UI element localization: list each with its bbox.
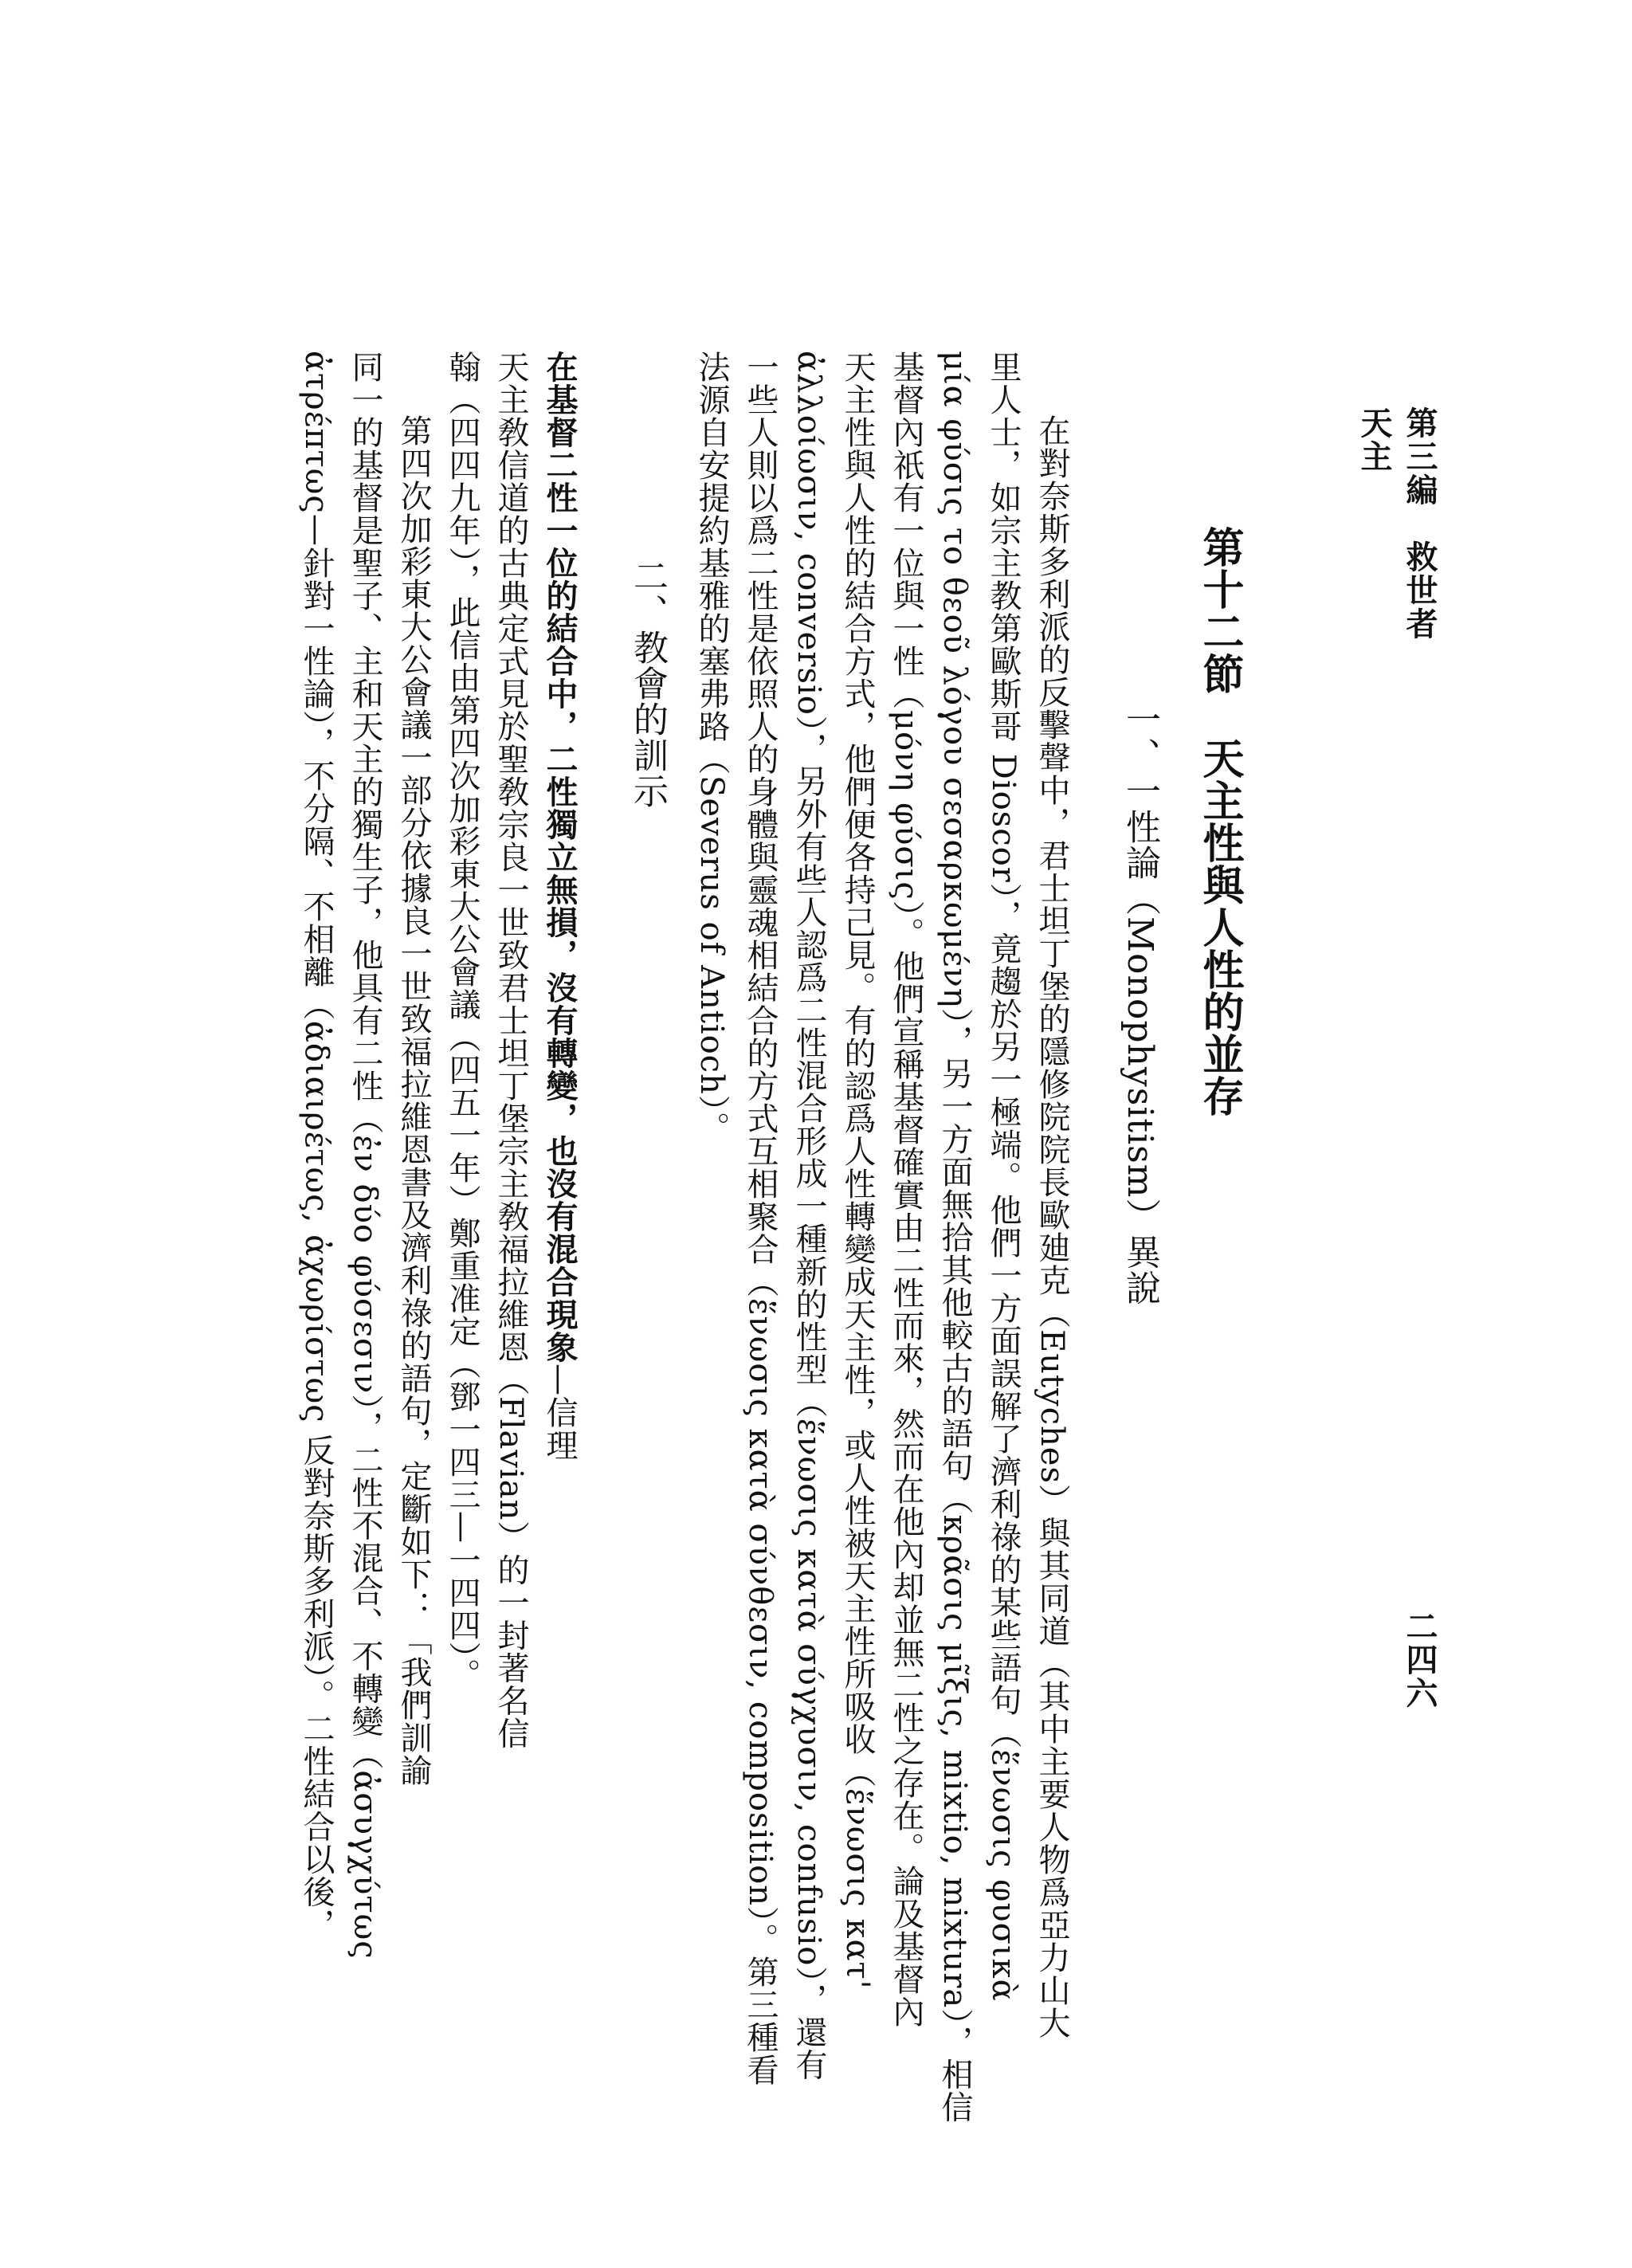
paragraph-line: 天主敎信道的古典定式見於聖敎宗良一世致君士坦丁堡宗主敎福拉維恩（Flavian）的一封著名信 <box>492 351 529 1750</box>
paragraph-line: 翰（四四九年），此信由第四次加彩東大公會議（四五一年）鄭重准定（鄧一四三—一四四）。 <box>444 351 481 1691</box>
thesis-statement <box>535 351 583 1992</box>
paragraph-line: 第四次加彩東大公會議一部分依據良一世致福拉維恩書及濟利祿的語句，定斷如下：「我們訓諭 <box>395 414 432 1787</box>
paragraph-line: 天主性與人性的結合方式，他們便各持己見。有的認爲人性轉變成天主性，或人性被天主性所吸收（ἕνωσις κατ' <box>839 351 876 1990</box>
paragraph-line: 基督內祇有一位與一性（μόνη φύσις）。他們宣稱基督確實由二性而來，然而在他內却並無二性之存在。論及基督內 <box>888 351 924 2028</box>
subsection-title-monophysitism: 一、一性論（Monophysitism）異說 <box>1120 701 1160 1306</box>
paragraph-line: μία φύσις το θεοῦ λόγου σεσαρκωμένη），另一方面無拾其他較古的語句（κρᾶσις μῖξις, mixtio, mixtura），相信 <box>936 351 973 2124</box>
paragraph-line: 法源自安提約基雅的塞弗路（Severus of Antioch）。 <box>693 351 730 1144</box>
paragraph-line: 在對奈斯多利派的反擊聲中，君士坦丁堡的隱修院院長歐廸克（Eutyches）與其同道（其中主要人物爲亞力山大 <box>1034 414 1070 2039</box>
paragraph-line: ἀλλοίωσιν, conversio），另外有些人認爲二性混合形成一種新的性型（ἕνωσις κατὰ σύγχυσιν, confusio），還有 <box>790 351 827 2082</box>
paragraph-line: ἀτρέπτως—針對一性論），不分隔、不相離（ἀδιαιρέτως, ἀχωρίστως 反對奈斯多利派）。二性結合以後， <box>298 351 335 1941</box>
paragraph-line: 一些人則以爲二性是依照人的身體與靈魂相結合的方式互相聚合（ἕνωσις κατὰ σύνθεσιν, composition）。第三種看 <box>742 351 779 2086</box>
running-head: 第三編 救世者天主 <box>1355 406 1438 641</box>
page-number: 二四六 <box>1401 1610 1438 1710</box>
thesis-bold-text: 在基督二性一位的結合中，二性獨立無損，沒有轉變，也沒有混合現象 <box>541 351 578 1364</box>
paragraph-line: 里人士，如宗主教第歐斯哥 Dioscor），竟趨於另一極端。他們一方面誤解了濟利祿的某些語句（ἕνωσις φυσικὰ <box>985 351 1022 2002</box>
subsection-title-church-teaching: 二、教會的訓示 <box>627 558 668 809</box>
paragraph-line: 同一的基督是聖子、主和天主的獨生子，他具有二性（ἐν δύο φύσεσιν），二性不混合、不轉變（ἀσυγχύτως <box>347 351 383 1960</box>
page-body <box>279 351 1259 2124</box>
thesis-qualification: —信理 <box>541 1364 578 1462</box>
section-title: 第十二節 天主性與人性的並存 <box>1195 526 1243 1117</box>
